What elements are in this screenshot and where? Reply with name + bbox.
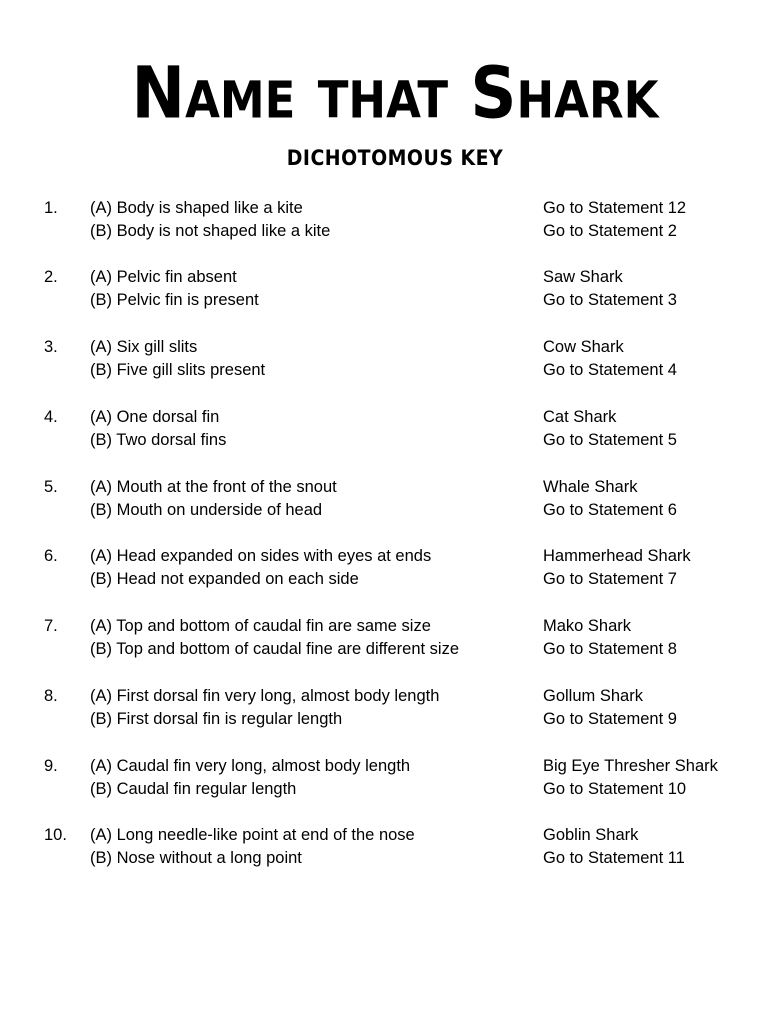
statement-option-b: [0, 288, 768, 312]
option-b-text: (B) Caudal fin regular length: [90, 780, 297, 798]
option-b-text: (B) Pelvic fin is present: [90, 291, 259, 309]
statement-number: 8.: [44, 687, 58, 705]
statement-option-b: [0, 567, 768, 591]
statement-option-a: [0, 544, 768, 568]
statement-number: 4.: [44, 408, 58, 426]
option-a-text: (A) Six gill slits: [90, 338, 198, 356]
option-a-result: Hammerhead Shark: [543, 547, 691, 565]
statement-2: [0, 265, 768, 313]
option-a-text: (A) Body is shaped like a kite: [90, 199, 303, 217]
statement-option-a: [0, 265, 768, 289]
statement-option-a: [0, 614, 768, 638]
statement-number: 6.: [44, 547, 58, 565]
statement-number: 9.: [44, 757, 58, 775]
option-a-text: (A) One dorsal fin: [90, 408, 220, 426]
option-b-result: Go to Statement 2: [543, 222, 677, 240]
option-a-result: Whale Shark: [543, 478, 638, 496]
statement-option-b: [0, 846, 768, 870]
option-a-text: (A) Head expanded on sides with eyes at ends: [90, 547, 432, 565]
statement-option-a: [0, 196, 768, 220]
page-subtitle: DICHOTOMOUS KEY: [286, 146, 504, 170]
statement-option-a: [0, 754, 768, 778]
statement-number: 7.: [44, 617, 58, 635]
option-b-text: (B) Top and bottom of caudal fine are different size: [90, 640, 460, 658]
option-a-result: Saw Shark: [543, 268, 623, 286]
option-b-text: (B) Body is not shaped like a kite: [90, 222, 331, 240]
option-a-text: (A) Mouth at the front of the snout: [90, 478, 337, 496]
option-b-text: (B) Nose without a long point: [90, 849, 302, 867]
option-b-text: (B) Head not expanded on each side: [90, 570, 359, 588]
option-a-text: (A) Caudal fin very long, almost body length: [90, 757, 411, 775]
option-b-result: Go to Statement 9: [543, 710, 677, 728]
option-a-text: (A) Top and bottom of caudal fin are same size: [90, 617, 431, 635]
option-b-text: (B) Mouth on underside of head: [90, 501, 323, 519]
statement-option-b: [0, 219, 768, 243]
option-a-result: Big Eye Thresher Shark: [543, 757, 718, 775]
statement-6: [0, 544, 768, 592]
statement-option-b: [0, 707, 768, 731]
option-b-text: (B) Two dorsal fins: [90, 431, 227, 449]
statement-5: [0, 475, 768, 523]
option-b-result: Go to Statement 6: [543, 501, 677, 519]
statement-8: [0, 684, 768, 732]
statement-number: 5.: [44, 478, 58, 496]
option-a-text: (A) Pelvic fin absent: [90, 268, 237, 286]
statement-option-a: [0, 475, 768, 499]
option-a-result: Mako Shark: [543, 617, 632, 635]
option-b-result: Go to Statement 5: [543, 431, 677, 449]
statement-option-a: [0, 823, 768, 847]
option-b-result: Go to Statement 3: [543, 291, 677, 309]
option-b-result: Go to Statement 11: [543, 849, 685, 867]
page-title: Name that Shark: [131, 52, 659, 136]
statement-option-a: [0, 684, 768, 708]
option-a-text: (A) First dorsal fin very long, almost body length: [90, 687, 440, 705]
statement-option-b: [0, 358, 768, 382]
option-b-result: Go to Statement 7: [543, 570, 677, 588]
statement-10: [0, 823, 768, 871]
statement-option-b: [0, 428, 768, 452]
option-b-text: (B) First dorsal fin is regular length: [90, 710, 343, 728]
option-a-result: Gollum Shark: [543, 687, 643, 705]
option-a-result: Goblin Shark: [543, 826, 639, 844]
option-a-result: Cow Shark: [543, 338, 624, 356]
option-a-text: (A) Long needle-like point at end of the nose: [90, 826, 415, 844]
statement-3: [0, 335, 768, 383]
option-b-result: Go to Statement 8: [543, 640, 677, 658]
option-b-result: Go to Statement 4: [543, 361, 677, 379]
statement-9: [0, 754, 768, 802]
statement-7: [0, 614, 768, 662]
statement-option-b: [0, 777, 768, 801]
statement-1: [0, 196, 768, 244]
option-a-result: Cat Shark: [543, 408, 617, 426]
statement-option-a: [0, 335, 768, 359]
statement-option-a: [0, 405, 768, 429]
statement-number: 1.: [44, 199, 58, 217]
statement-number: 3.: [44, 338, 58, 356]
statement-number: 10.: [44, 826, 67, 844]
option-a-result: Go to Statement 12: [543, 199, 687, 217]
statement-4: [0, 405, 768, 453]
statement-option-b: [0, 637, 768, 661]
statement-number: 2.: [44, 268, 58, 286]
option-b-text: (B) Five gill slits present: [90, 361, 266, 379]
statement-option-b: [0, 498, 768, 522]
option-b-result: Go to Statement 10: [543, 780, 687, 798]
